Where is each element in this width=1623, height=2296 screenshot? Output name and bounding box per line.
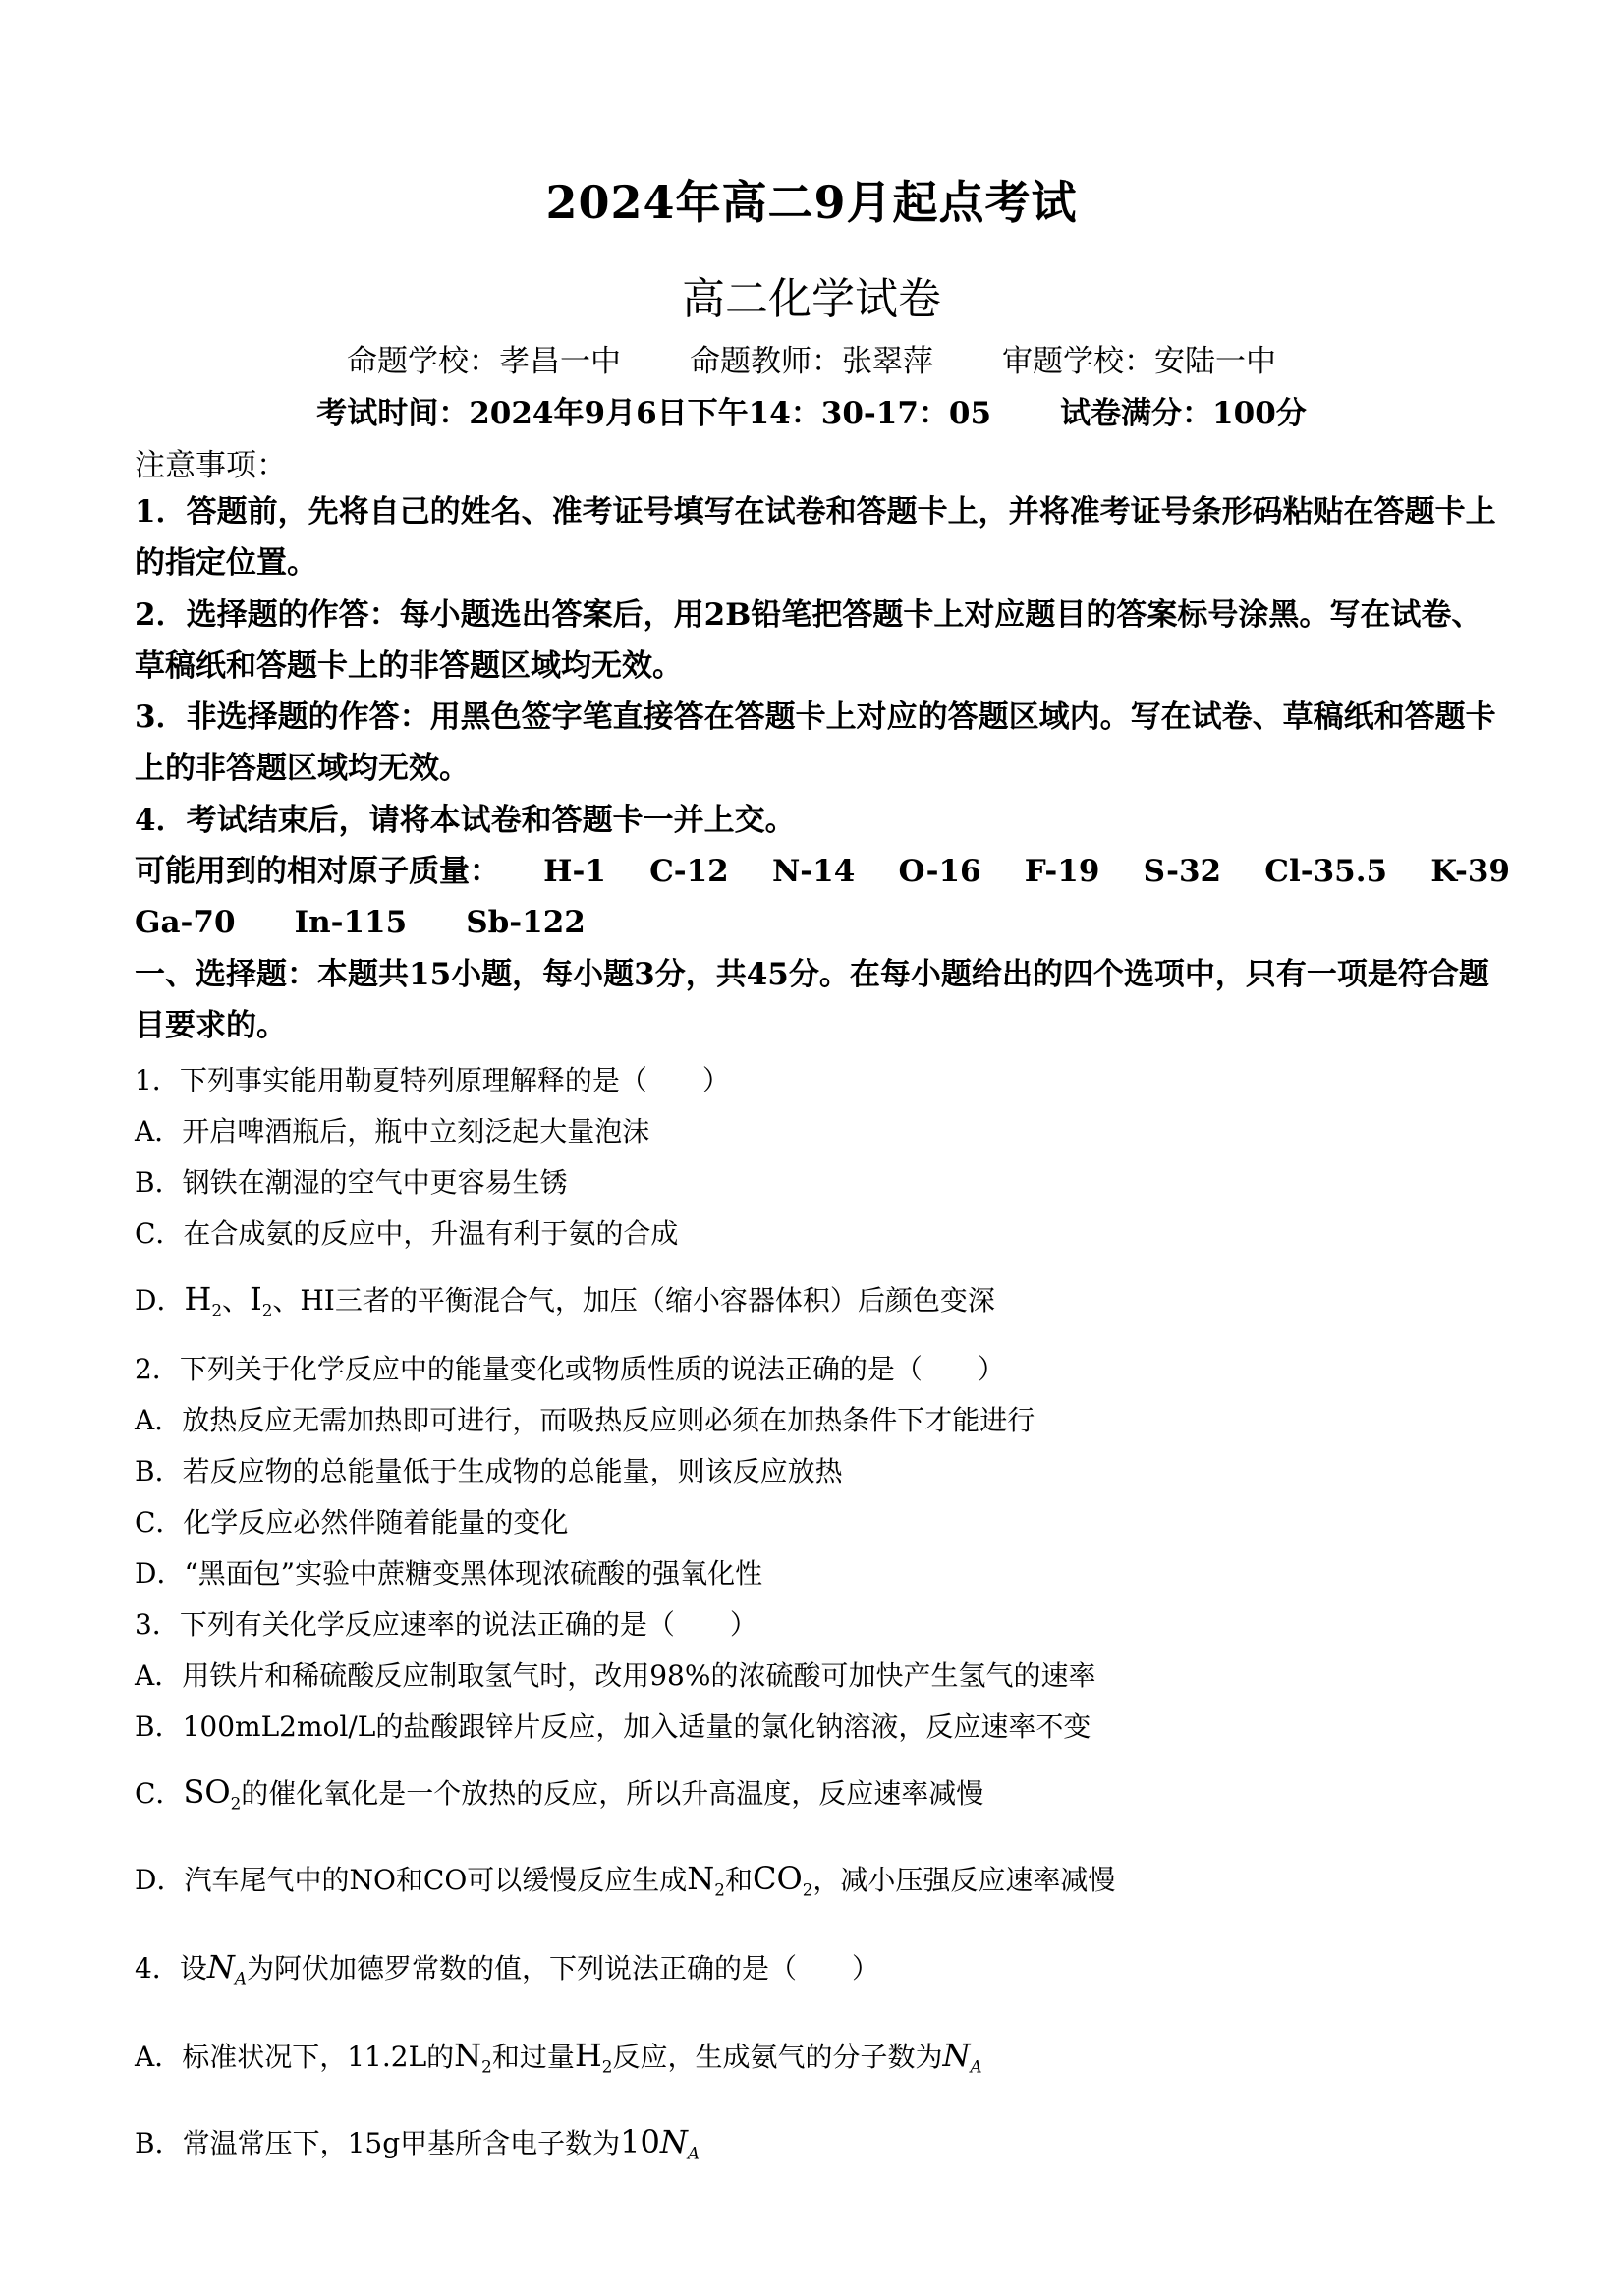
exam-title: 2024年高二9月起点考试 [545,176,1078,229]
atomic-mass-item: Cl-35.5 [1264,854,1388,889]
atomic-mass-item: In-115 [294,905,408,940]
question-2-option-d: D．“黑面包”实验中蔗糖变黑体现浓硫酸的强氧化性 [135,1557,763,1590]
question-1-option-b: B．钢铁在潮湿的空气中更容易生锈 [135,1166,568,1199]
atomic-mass-item: K-39 [1430,854,1510,889]
question-1-option-c: C．在合成氨的反应中，升温有利于氨的合成 [135,1217,679,1250]
question-2-stem: 2．下列关于化学反应中的能量变化或物质性质的说法正确的是（ ） [135,1353,1005,1385]
question-3-option-b: B．100mL2mol/L的盐酸跟锌片反应，加入适量的氯化钠溶液，反应速率不变 [135,1710,1091,1743]
question-3-option-c: C．$SO_2$的催化氧化是一个放热的反应，所以升高温度，反应速率减慢 [135,1773,984,1814]
school-label: 命题学校：孝昌一中 [347,344,621,379]
exam-meta-line1 [0,336,1623,380]
question-1-stem: 1．下列事实能用勒夏特列原理解释的是（ ） [135,1064,730,1096]
exam-meta-line2 [0,388,1623,432]
section-heading: 一、选择题：本题共15小题，每小题3分，共45分。在每小题给出的四个选项中，只有一项是符合题目要求的。 [135,957,1489,1043]
question-3-stem: 3．下列有关化学反应速率的说法正确的是（ ） [135,1608,757,1641]
exam-subtitle: 高二化学试卷 [682,274,941,324]
atomic-mass-item: S-32 [1143,854,1222,889]
atomic-mass-item: F-19 [1024,854,1100,889]
atomic-mass-item: O-16 [898,854,981,889]
atomic-mass-item: N-14 [771,854,856,889]
question-2-option-a: A．放热反应无需加热即可进行，而吸热反应则必须在加热条件下才能进行 [135,1404,1035,1436]
atomic-mass-item: Ga-70 [135,905,236,940]
review-label: 审题学校：安陆一中 [1002,344,1276,379]
question-2-option-b: B．若反应物的总能量低于生成物的总能量，则该反应放热 [135,1455,843,1487]
notice-item-3: 3．非选择题的作答：用黑色签字笔直接答在答题卡上对应的答题区域内。写在试卷、草稿纸和答题卡上的非答题区域均无效。 [135,700,1496,786]
notice-heading: 注意事项： [135,448,287,483]
atomic-mass-item: Sb-122 [466,905,586,940]
atomic-mass-item: H-1 [543,854,606,889]
atomic-mass-row-2 [135,897,1510,948]
question-4-option-a: A．标准状况下，11.2L的$N_2$和过量$H_2$反应，生成氨气的分子数为$N_A$ [135,2037,982,2077]
question-2-option-c: C．化学反应必然伴随着能量的变化 [135,1506,569,1539]
teacher-label: 命题教师：张翠萍 [690,344,933,379]
notice-item-4: 4．考试结束后，请将本试卷和答题卡一并上交。 [135,803,796,838]
atomic-mass-label: 可能用到的相对原子质量： [135,854,500,889]
atomic-mass-block [135,846,1510,948]
atomic-mass-row-1 [135,846,1510,897]
question-4-stem: 4．设$N_A$为阿伏加德罗常数的值，下列说法正确的是（ ） [135,1948,879,1988]
notice-item-1: 1．答题前，先将自己的姓名、准考证号填写在试卷和答题卡上，并将准考证号条形码粘贴在答题卡上的指定位置。 [135,494,1496,581]
question-1-option-d: D．$H_2$、$I_2$、HI三者的平衡混合气，加压（缩小容器体积）后颜色变深 [135,1280,995,1320]
atomic-mass-item: C-12 [649,854,729,889]
question-3-option-a: A．用铁片和稀硫酸反应制取氢气时，改用98%的浓硫酸可加快产生氢气的速率 [135,1659,1096,1692]
score-label: 试卷满分：100分 [1060,396,1307,431]
time-label: 考试时间：2024年9月6日下午14：30-17：05 [316,396,992,431]
notice-item-2: 2．选择题的作答：每小题选出答案后，用2B铅笔把答题卡上对应题目的答案标号涂黑。写在试卷、草稿纸和答题卡上的非答题区域均无效。 [135,597,1483,684]
question-1-option-a: A．开启啤酒瓶后，瓶中立刻泛起大量泡沫 [135,1115,650,1148]
question-4-option-b: B．常温常压下，15g甲基所含电子数为$10N_A$ [135,2123,700,2163]
question-3-option-d: D．汽车尾气中的NO和CO可以缓慢反应生成$N_2$和$CO_2$，减小压强反应速率减慢 [135,1860,1116,1900]
